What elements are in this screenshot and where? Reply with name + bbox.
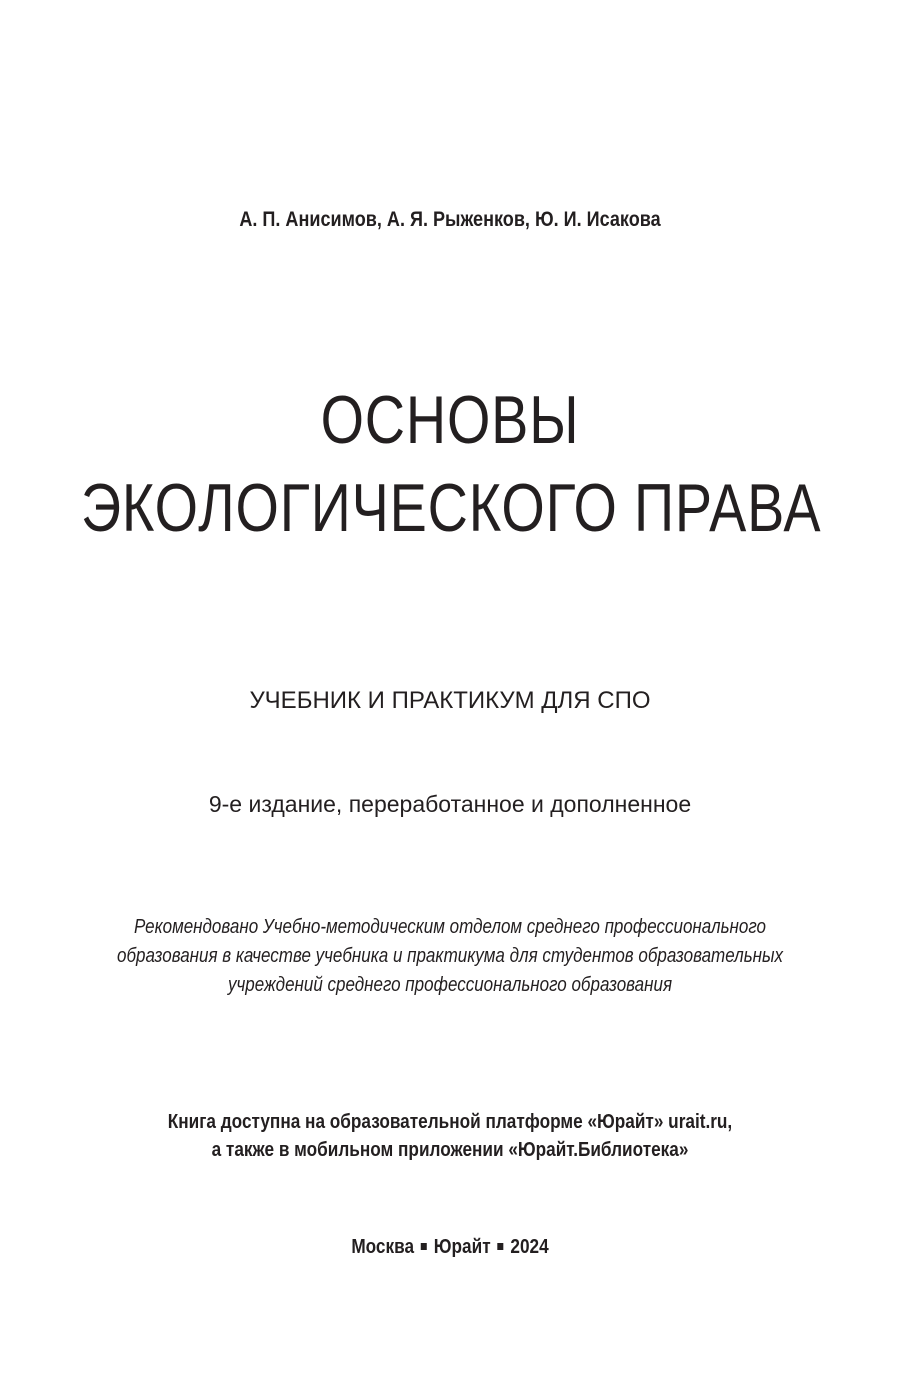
recommendation-line-1: Рекомендовано Учебно-методическим отделом среднего профессионального <box>133 916 767 938</box>
imprint-city: Москва <box>351 1236 415 1258</box>
recommendation-note <box>68 913 833 1000</box>
square-separator-icon <box>421 1243 427 1250</box>
title-line-2: ЭКОЛОГИЧЕСКОГО ПРАВА <box>81 470 822 546</box>
square-separator-icon <box>498 1243 504 1250</box>
imprint-publisher: Юрайт <box>433 1236 491 1258</box>
availability-line-1: Книга доступна на образовательной платформе «Юрайт» urait.ru, <box>167 1111 733 1133</box>
availability-note <box>63 1108 837 1164</box>
recommendation-line-2: образования в качестве учебника и практикума для студентов образовательных <box>116 945 784 967</box>
book-title <box>81 382 822 546</box>
imprint <box>63 1236 837 1259</box>
authors: А. П. Анисимов, А. Я. Рыженков, Ю. И. Исакова <box>239 208 661 231</box>
recommendation-line-3: учреждений среднего профессионального образования <box>227 974 673 996</box>
imprint-year: 2024 <box>510 1236 549 1258</box>
availability-line-2: а также в мобильном приложении «Юрайт.Библиотека» <box>211 1139 689 1161</box>
title-line-1: ОСНОВЫ <box>320 382 580 458</box>
book-subtitle: УЧЕБНИК И ПРАКТИКУМ ДЛЯ СПО <box>249 687 651 714</box>
edition-note: 9-е издание, переработанное и дополненное <box>208 791 692 817</box>
